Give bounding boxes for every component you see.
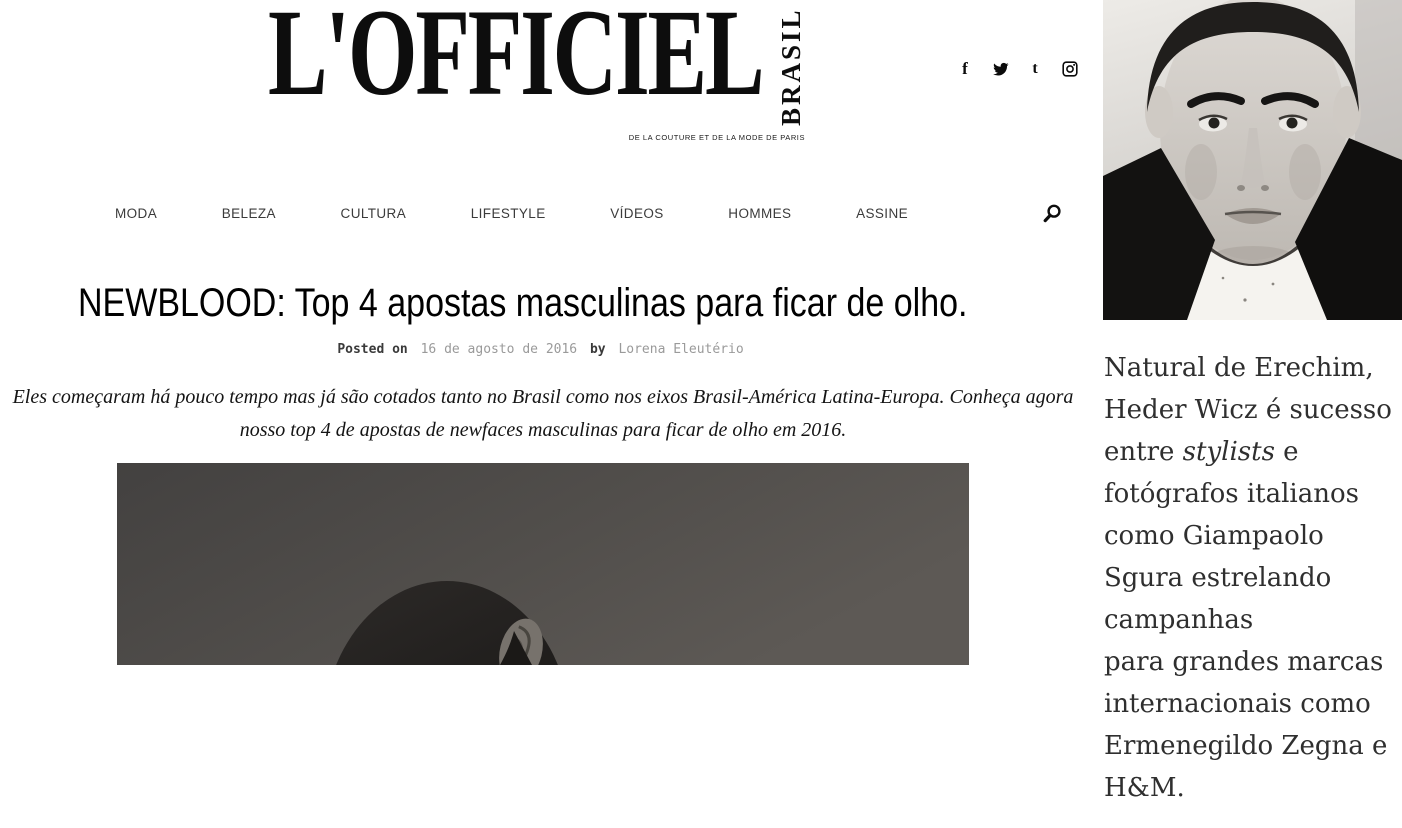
social-links	[956, 60, 1079, 78]
tumblr-icon[interactable]: t	[1032, 60, 1038, 77]
nav-item-lifestyle[interactable]: LIFESTYLE	[470, 206, 546, 221]
sidebar-text-line: entre stylists e	[1104, 437, 1299, 467]
intro-line-1: Eles começaram há pouco tempo mas já são cotados tanto no Brasil como nos eixos Brasil-América Latina-Europa. Conheça agora	[12, 386, 1074, 408]
twitter-icon[interactable]	[991, 60, 1009, 78]
nav-item-cultura[interactable]: CULTURA	[340, 206, 407, 221]
sidebar-text-line: para grandes marcas	[1104, 647, 1384, 677]
instagram-icon[interactable]	[1061, 60, 1079, 78]
site-logo[interactable]	[268, 2, 813, 144]
intro-line-2: nosso top 4 de apostas de newfaces masculinas para ficar de olho em 2016.	[239, 419, 847, 441]
sidebar-text-line: Natural de Erechim,	[1104, 353, 1374, 383]
sidebar-text-line: internacionais como	[1104, 689, 1371, 719]
sidebar-text-line: Heder Wicz é sucesso	[1104, 395, 1392, 425]
nav-item-videos[interactable]: VÍDEOS	[610, 206, 664, 221]
nav-item-moda[interactable]: MODA	[115, 206, 158, 221]
main-nav	[115, 206, 908, 221]
article-intro	[0, 381, 1086, 447]
facebook-icon[interactable]: f	[962, 59, 968, 78]
sidebar-text-line: fotógrafos italianos	[1104, 479, 1359, 509]
logo-wordmark: L'OFFICIEL	[268, 0, 763, 121]
hero-background	[117, 463, 969, 665]
article-hero-photo	[117, 463, 969, 665]
logo-tagline: DE LA COUTURE ET DE LA MODE DE PARIS	[628, 133, 805, 142]
logo-region-label: BRASIL	[776, 7, 806, 126]
sidebar-text-line: Sgura estrelando	[1104, 563, 1332, 593]
sidebar-text-line: Ermenegildo Zegna e	[1104, 731, 1388, 761]
sidebar-text-line: campanhas	[1104, 605, 1254, 635]
sidebar-text-line: como Giampaolo	[1104, 521, 1324, 551]
search-icon[interactable]	[1041, 203, 1063, 225]
article-byline	[0, 342, 1086, 357]
sidebar-portrait-photo	[1103, 0, 1402, 320]
nav-item-assine[interactable]: ASSINE	[856, 206, 908, 221]
nav-item-beleza[interactable]: BELEZA	[221, 206, 276, 221]
sidebar-text-line: H&M.	[1104, 773, 1185, 803]
sidebar-article-text	[1104, 347, 1402, 809]
author-name: Lorena Eleutério	[618, 342, 744, 357]
posted-on-label: Posted on	[337, 342, 408, 357]
post-date: 16 de agosto de 2016	[420, 342, 578, 357]
by-label: by	[589, 342, 606, 357]
nav-item-hommes[interactable]: HOMMES	[728, 206, 792, 221]
article-title: NEWBLOOD: Top 4 apostas masculinas para ficar de olho.	[78, 281, 968, 325]
